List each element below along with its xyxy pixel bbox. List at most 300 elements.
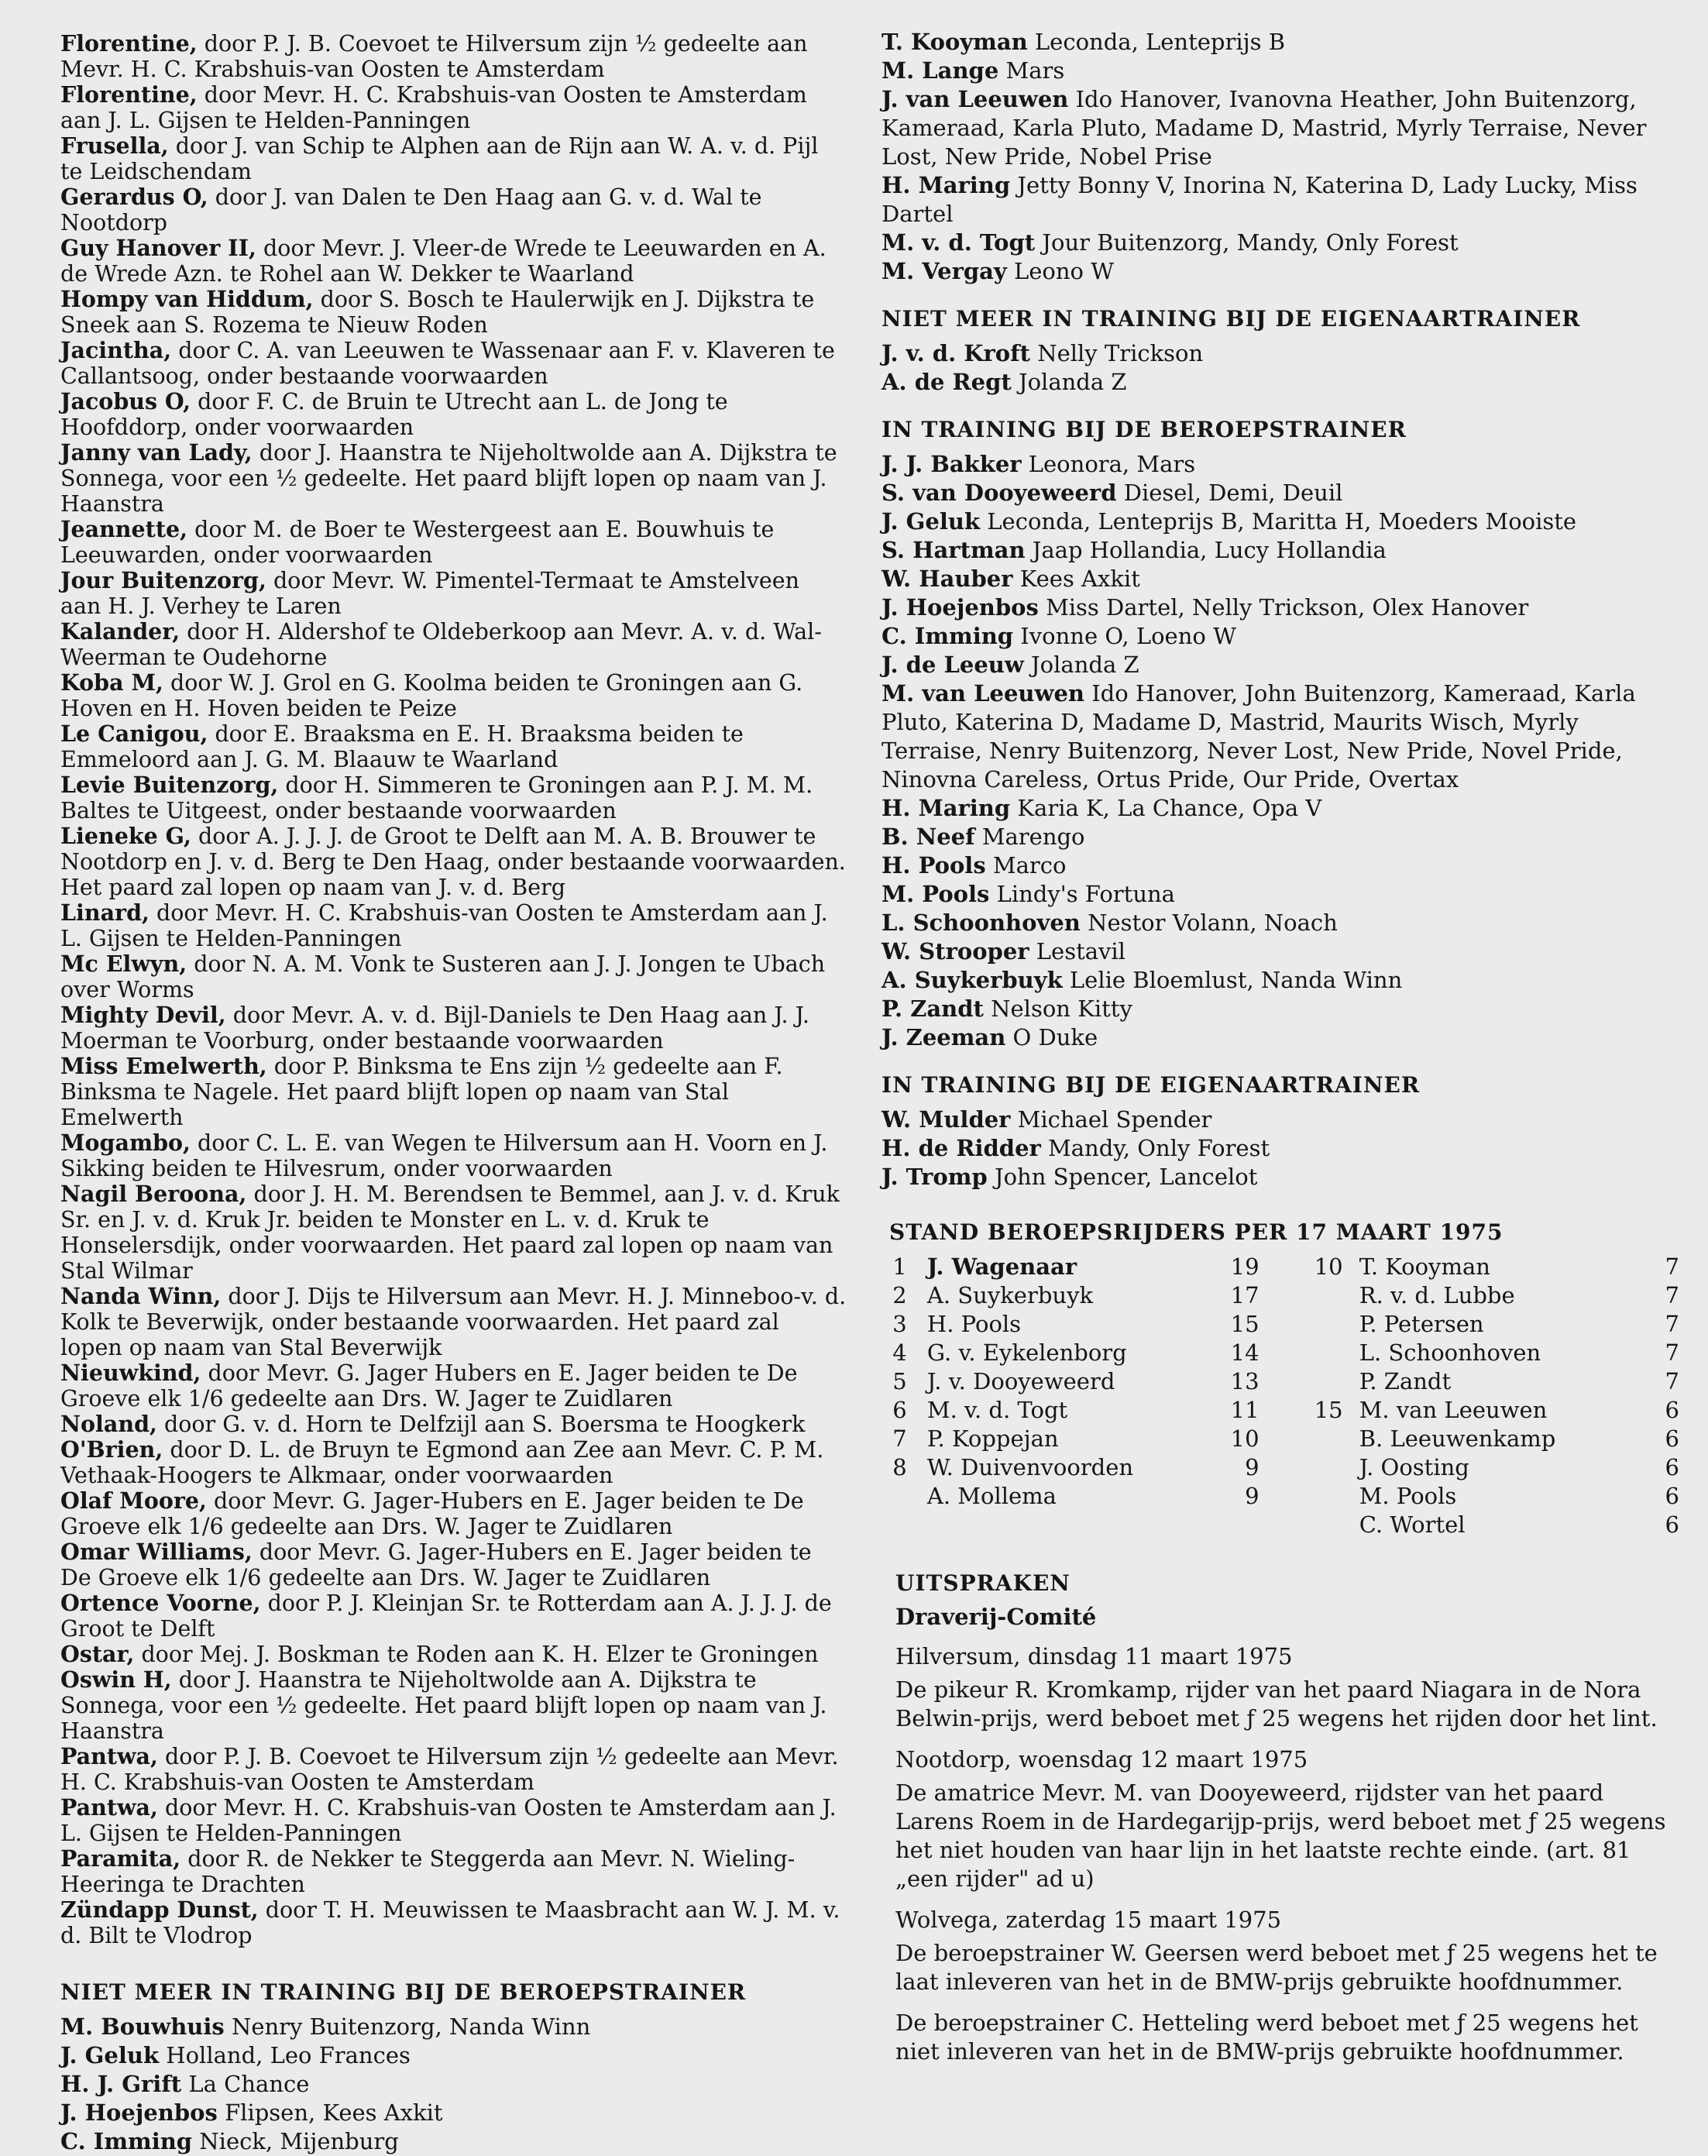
trainer-entry-text: Mars	[1005, 57, 1065, 84]
ruling-text: De beroepstrainer W. Geersen werd beboet met ƒ 25 wegens het te laat inleveren van het in de BMW-prijs gebruikte hoofdnummer.	[895, 1940, 1658, 1995]
transfer-entry	[60, 824, 847, 900]
trainer-entry	[881, 823, 1679, 851]
transfer-entry	[60, 389, 847, 440]
trainer-entry	[60, 2041, 847, 2070]
trainer-entry-name: S. Hartman	[881, 537, 1026, 563]
standings-row	[881, 1396, 1679, 1425]
trainer-entry-text: Ido Hanover, John Buitenzorg, Kameraad, Karla Pluto, Katerina D, Madame D, Mastrid, Maurits Wisch, Myrly Terraise, Nenry Buitenzorg, Never Lost, New Pride, Novel Pride, Ninovna Careless, Ortus Pride, Our Pride, Overtax	[881, 680, 1636, 793]
rider-name-cell: P. Koppejan	[926, 1425, 1059, 1452]
points-cell: 6	[1665, 1511, 1679, 1538]
transfer-entry-name: Hompy van Hiddum,	[60, 286, 314, 312]
transfer-entry-text: door Mevr. A. v. d. Bijl-Daniels te Den Haag aan J. J. Moerman te Voorburg, onder bestaande voorwaarden	[60, 1002, 809, 1054]
transfer-entry-name: Ortence Voorne,	[60, 1590, 261, 1616]
trainer-entry-name: S. van Dooyeweerd	[881, 480, 1117, 506]
trainer-entry	[881, 995, 1679, 1023]
trainer-entry-name: M. van Leeuwen	[881, 680, 1084, 707]
points-cell: 10	[1230, 1425, 1260, 1452]
trainer-entry-text: Leono W	[1014, 258, 1115, 284]
transfer-entry-name: Oswin H,	[60, 1666, 172, 1693]
points-cell: 7	[1665, 1282, 1679, 1308]
rank-cell	[1306, 1425, 1352, 1453]
trainer-entry	[881, 937, 1679, 966]
rank-cell	[1306, 1367, 1352, 1396]
trainer-entry	[881, 368, 1679, 397]
transfer-entry-name: Ostar,	[60, 1641, 135, 1667]
rider-name-cell: R. v. d. Lubbe	[1359, 1282, 1515, 1308]
trainer-entry	[881, 679, 1679, 794]
rider-name-cell: T. Kooyman	[1359, 1253, 1490, 1280]
transfer-entry-name: Guy Hanover II,	[60, 235, 256, 261]
trainer-entry-name: J. van Leeuwen	[881, 86, 1069, 112]
points-cell: 9	[1245, 1454, 1260, 1480]
transfer-entry-name: Jeannette,	[60, 516, 188, 542]
points-cell: 14	[1230, 1339, 1260, 1366]
points-cell: 11	[1230, 1397, 1260, 1423]
transfer-entry-name: Nieuwkind,	[60, 1360, 201, 1386]
transfer-entry	[60, 670, 847, 721]
transfer-entry	[60, 1284, 847, 1360]
trainer-entry-text: Nenry Buitenzorg, Nanda Winn	[231, 2013, 591, 2040]
trainer-entry-text: Jaap Hollandia, Lucy Hollandia	[1032, 537, 1387, 563]
rider-name-cell: H. Pools	[926, 1311, 1022, 1337]
transfer-entry-name: Miss Emelwerth,	[60, 1053, 267, 1079]
transfer-entry-text: door C. A. van Leeuwen te Wassenaar aan F. v. Klaveren te Callantsoog, onder bestaande voorwaarden	[60, 338, 835, 389]
rank-cell	[1306, 1339, 1352, 1367]
rank-cell: 4	[892, 1339, 907, 1366]
niet-meer-beroepstrainer-list	[60, 2013, 847, 2156]
trainer-entry	[881, 565, 1679, 593]
transfer-entry	[60, 568, 847, 619]
trainer-entry	[881, 1023, 1679, 1052]
standings-row	[881, 1425, 1679, 1453]
transfer-entry-name: Pantwa,	[60, 1743, 158, 1769]
rank-cell: 1	[892, 1253, 907, 1280]
trainer-entry-name: J. J. Bakker	[881, 451, 1022, 477]
points-cell: 17	[1230, 1282, 1260, 1308]
points-cell: 7	[1665, 1368, 1679, 1394]
niet-meer-eigenaartrainer-list	[881, 339, 1679, 397]
points-cell: 7	[1665, 1311, 1679, 1337]
rider-name-cell: M. van Leeuwen	[1359, 1397, 1548, 1423]
rider-name-cell: A. Mollema	[926, 1483, 1057, 1509]
standings-row	[881, 1482, 1679, 1511]
transfer-entry	[60, 721, 847, 772]
standings-heading: STAND BEROEPSRIJDERS PER 17 MAART 1975	[889, 1219, 1504, 1245]
trainer-entry-text: Nestor Volann, Noach	[1088, 910, 1338, 936]
transfer-entry	[60, 133, 847, 184]
transfer-entry-text: door J. H. M. Berendsen te Bemmel, aan J. v. d. Kruk Sr. en J. v. d. Kruk Jr. beiden te Monster en L. v. d. Kruk te Honselersdijk, onder voorwaarden. Het paard zal lopen op naam van Stal Wilmar	[60, 1181, 840, 1284]
transfer-entry	[60, 338, 847, 389]
trainer-entry	[881, 257, 1679, 286]
transfer-entry-text: door Mevr. G. Jager-Hubers en E. Jager beiden te De Groeve elk 1/6 gedeelte aan Drs. W. Jager te Zuidlaren	[60, 1539, 812, 1590]
trainer-entry-name: H. Pools	[881, 852, 986, 879]
ruling-date: Wolvega, zaterdag 15 maart 1975	[895, 1907, 1282, 1933]
trainer-entry-text: Lestavil	[1036, 938, 1125, 965]
points-cell: 7	[1665, 1339, 1679, 1366]
points-cell: 9	[1245, 1483, 1260, 1509]
transfer-entry	[60, 1437, 847, 1488]
rank-cell: 6	[892, 1397, 907, 1423]
trainer-entry-text: Michael Spender	[1017, 1106, 1212, 1133]
transfer-entry-name: Olaf Moore,	[60, 1487, 207, 1514]
trainer-entry-name: H. Maring	[881, 172, 1011, 198]
ruling-date: Nootdorp, woensdag 12 maart 1975	[895, 1746, 1308, 1773]
transfer-entry-name: Jour Buitenzorg,	[60, 567, 266, 593]
trainer-entry-text: Kees Axkit	[1019, 566, 1140, 592]
transfer-entry-name: O'Brien,	[60, 1436, 163, 1463]
transfer-entry-text: door Mevr. G. Jager Hubers en E. Jager beiden te De Groeve elk 1/6 gedeelte aan Drs. W. Jager te Zuidlaren	[60, 1360, 798, 1412]
points-cell: 6	[1665, 1483, 1679, 1509]
transfer-entry-name: Paramita,	[60, 1845, 181, 1872]
transfer-entry-text: door P. J. B. Coevoet te Hilversum zijn ½ gedeelte aan Mevr. H. C. Krabshuis-van Oosten te Amsterdam	[60, 31, 808, 82]
transfer-entry-text: door Mej. J. Boskman te Roden aan K. H. Elzer te Groningen	[141, 1642, 819, 1667]
transfer-entry-name: Frusella,	[60, 132, 169, 159]
trainer-entry-name: A. de Regt	[881, 369, 1012, 395]
transfer-entry-text: door D. L. de Bruyn te Egmond aan Zee aan Mevr. C. P. M. Vethaak-Hoogers te Alkmaar, onder voorwaarden	[60, 1437, 824, 1488]
trainer-entry	[881, 880, 1679, 909]
transfer-entry	[60, 1488, 847, 1539]
rank-cell	[881, 1482, 918, 1511]
trainer-entry	[881, 622, 1679, 651]
trainer-entry-name: M. Bouwhuis	[60, 2013, 225, 2040]
trainer-entry	[881, 229, 1679, 257]
trainer-entry-text: Mandy, Only Forest	[1048, 1135, 1270, 1161]
transfer-entry	[60, 1667, 847, 1744]
transfer-entry-text: door J. Haanstra te Nijeholtwolde aan A. Dijkstra te Sonnega, voor een ½ gedeelte. Het paard blijft lopen op naam van J. Haanstra	[60, 440, 837, 517]
trainer-entry-text: O Duke	[1012, 1024, 1098, 1050]
rank-cell: 10	[1314, 1253, 1343, 1280]
trainer-entry-name: W. Mulder	[881, 1106, 1011, 1133]
rider-name-cell: M. Pools	[1359, 1483, 1457, 1509]
transfer-entry-name: Pantwa,	[60, 1794, 158, 1821]
trainer-entry	[881, 794, 1679, 823]
trainer-entry-text: Nelson Kitty	[991, 995, 1132, 1022]
transfer-entry	[60, 1412, 847, 1437]
transfer-entry-name: Zündapp Dunst,	[60, 1896, 259, 1923]
transfer-entry-name: Gerardus O,	[60, 184, 208, 210]
rank-cell: 5	[892, 1368, 907, 1394]
transfer-entry-text: door F. C. de Bruin te Utrecht aan L. de Jong te Hoofddorp, onder voorwaarden	[60, 389, 728, 440]
transfer-entry-name: Florentine,	[60, 81, 198, 108]
trainer-entry	[881, 651, 1679, 679]
transfer-entry	[60, 1539, 847, 1590]
transfer-entry-text: door T. H. Meuwissen te Maasbracht aan W. J. M. v. d. Bilt te Vlodrop	[60, 1897, 840, 1948]
transfer-entry-text: door Mevr. H. C. Krabshuis-van Oosten te Amsterdam aan J. L. Gijsen te Helden-Panningen	[60, 1795, 837, 1846]
trainer-entry	[881, 57, 1679, 85]
rank-cell: 8	[892, 1454, 907, 1480]
trainer-entry-name: J. Tromp	[881, 1164, 988, 1190]
rider-name-cell: W. Duivenvoorden	[926, 1454, 1134, 1480]
trainer-entry-text: Leconda, Lenteprijs B	[1034, 29, 1286, 55]
points-cell	[1206, 1511, 1306, 1539]
trainer-entry-text: Ido Hanover, Ivanovna Heather, John Buitenzorg, Kameraad, Karla Pluto, Madame D, Mastrid, Myrly Terraise, Never Lost, New Pride, Nobel Prise	[881, 86, 1647, 170]
rider-name-cell	[918, 1511, 1206, 1539]
trainer-entry-text: Ivonne O, Loeno W	[1020, 623, 1236, 649]
trainer-entry	[881, 85, 1679, 171]
rank-cell	[1306, 1482, 1352, 1511]
transfer-entry-text: door R. de Nekker te Steggerda aan Mevr. N. Wieling-Heeringa te Drachten	[60, 1846, 796, 1897]
transfer-entry-text: door P. Binksma te Ens zijn ½ gedeelte aan F. Binksma te Nagele. Het paard blijft lopen op naam van Stal Emelwerth	[60, 1054, 783, 1130]
trainer-entry-text: Diesel, Demi, Deuil	[1123, 480, 1343, 506]
transfer-entry-text: door H. Simmeren te Groningen aan P. J. M. M. Baltes te Uitgeest, onder bestaande voorwaarden	[60, 772, 813, 824]
trainer-entry-text: Jolanda Z	[1018, 369, 1127, 395]
trainer-list-continued	[881, 28, 1679, 286]
rider-name-cell: B. Leeuwenkamp	[1359, 1425, 1556, 1452]
trainer-entry	[881, 966, 1679, 995]
trainer-entry-name: M. v. d. Togt	[881, 229, 1036, 256]
transfer-entry	[60, 1846, 847, 1897]
trainer-entry-text: Flipsen, Kees Axkit	[225, 2099, 443, 2126]
rider-name-cell: A. Suykerbuyk	[926, 1282, 1094, 1308]
transfer-entry-text: door M. de Boer te Westergeest aan E. Bouwhuis te Leeuwarden, onder voorwaarden	[60, 517, 775, 568]
trainer-entry	[60, 2070, 847, 2099]
trainer-entry	[60, 2099, 847, 2127]
trainer-entry-name: W. Hauber	[881, 566, 1013, 592]
trainer-entry-text: Miss Dartel, Nelly Trickson, Olex Hanover	[1046, 594, 1529, 621]
ruling-text: De pikeur R. Kromkamp, rijder van het paard Niagara in de Nora Belwin-prijs, werd beboet met ƒ 25 wegens het rijden door het lint.	[895, 1676, 1658, 1731]
trainer-entry	[881, 479, 1679, 507]
left-column	[60, 31, 847, 2156]
rank-cell	[1306, 1511, 1352, 1539]
rider-name-cell: L. Schoonhoven	[1359, 1339, 1541, 1366]
trainer-entry-name: M. Pools	[881, 881, 990, 907]
transfer-entry-text: door Mevr. H. C. Krabshuis-van Oosten te Amsterdam aan J. L. Gijsen te Helden-Panningen	[60, 900, 828, 951]
trainer-entry-name: B. Neef	[881, 824, 975, 850]
rider-name-cell: M. v. d. Togt	[926, 1397, 1068, 1423]
beroepstrainer-list	[881, 450, 1679, 1052]
trainer-entry-text: Lindy's Fortuna	[996, 881, 1175, 907]
rider-name-cell: G. v. Eykelenborg	[926, 1339, 1127, 1366]
trainer-entry-name: T. Kooyman	[881, 29, 1028, 55]
uitspraken-blocks	[881, 1642, 1679, 2066]
trainer-entry	[881, 1106, 1679, 1134]
rank-cell	[881, 1511, 918, 1539]
trainer-entry-text: Marengo	[981, 824, 1085, 850]
standings-table	[881, 1253, 1679, 1539]
ruling-date: Hilversum, dinsdag 11 maart 1975	[895, 1643, 1293, 1669]
rank-cell	[1306, 1310, 1352, 1339]
transfer-entry-text: door S. Bosch te Haulerwijk en J. Dijkstra te Sneek aan S. Rozema te Nieuw Roden	[60, 287, 815, 338]
trainer-entry	[881, 28, 1679, 57]
transfer-entry-name: Jacobus O,	[60, 388, 191, 414]
ruling-text: De amatrice Mevr. M. van Dooyeweerd, rijdster van het paard Larens Roem in de Hardegarijp-prijs, werd beboet met ƒ 25 wegens het niet houden van haar lijn in het laatste rechte einde. (art. 81 „een rijder" ad u)	[895, 1779, 1666, 1892]
trainer-entry-name: J. Geluk	[881, 508, 981, 535]
section-heading-eigenaartrainer: IN TRAINING BIJ DE EIGENAARTRAINER	[881, 1072, 1421, 1098]
uitspraken-heading: UITSPRAKEN	[895, 1570, 1071, 1596]
points-cell: 6	[1665, 1454, 1679, 1480]
trainer-entry	[881, 1134, 1679, 1163]
transfer-entry	[60, 1795, 847, 1846]
transfer-entry	[60, 517, 847, 568]
trainer-entry-text: Lelie Bloemlust, Nanda Winn	[1069, 967, 1403, 993]
transfer-entry-text: door J. Dijs te Hilversum aan Mevr. H. J. Minneboo-v. d. Kolk te Beverwijk, onder bestaande voorwaarden. Het paard zal lopen op naam van Stal Beverwijk	[60, 1284, 847, 1360]
standings-row	[881, 1511, 1679, 1539]
transfer-entry	[60, 772, 847, 824]
trainer-entry-text: Nelly Trickson	[1037, 340, 1204, 366]
rider-name-cell: C. Wortel	[1359, 1511, 1466, 1538]
transfer-entry	[60, 1054, 847, 1130]
trainer-entry-name: C. Imming	[60, 2128, 193, 2154]
points-cell: 6	[1665, 1397, 1679, 1423]
transfer-entry	[60, 440, 847, 517]
trainer-entry-name: P. Zandt	[881, 995, 984, 1022]
trainer-entry-name: A. Suykerbuyk	[881, 967, 1063, 993]
trainer-entry-text: Karia K, La Chance, Opa V	[1017, 795, 1322, 821]
trainer-entry-name: J. Zeeman	[881, 1024, 1006, 1050]
rank-cell	[1306, 1453, 1352, 1482]
transfer-entry-name: Linard,	[60, 899, 149, 926]
transfer-entry-text: door A. J. J. J. de Groot te Delft aan M. A. B. Brouwer te Nootdorp en J. v. d. Berg te Den Haag, onder bestaande voorwaarden. Het paard zal lopen op naam van J. v. d. Berg	[60, 824, 846, 900]
transfer-entry	[60, 184, 847, 236]
transfer-entry	[60, 1642, 847, 1667]
standings-row	[881, 1367, 1679, 1396]
points-cell: 13	[1230, 1368, 1260, 1394]
trainer-entry	[881, 909, 1679, 937]
transfer-entry-name: Omar Williams,	[60, 1539, 253, 1565]
points-cell: 7	[1665, 1253, 1679, 1280]
trainer-entry-name: W. Strooper	[881, 938, 1029, 965]
trainer-entry	[881, 593, 1679, 622]
transfer-entry	[60, 951, 847, 1002]
transfer-entry-text: door G. v. d. Horn te Delfzijl aan S. Boersma te Hoogkerk	[164, 1412, 806, 1437]
trainer-entry-text: Marco	[992, 852, 1067, 879]
trainer-entry-name: C. Imming	[881, 623, 1014, 649]
trainer-entry-name: J. Hoejenbos	[60, 2099, 218, 2126]
transfer-entry-name: Janny van Lady,	[60, 439, 253, 466]
rider-name-cell: P. Petersen	[1359, 1311, 1484, 1337]
standings-row	[881, 1453, 1679, 1482]
transfer-entry-name: Le Canigou,	[60, 720, 208, 747]
transfer-entry	[60, 1590, 847, 1642]
trainer-entry	[881, 339, 1679, 368]
transfer-entry-text: door J. Haanstra te Nijeholtwolde aan A. Dijkstra te Sonnega, voor een ½ gedeelte. Het paard blijft lopen op naam van J. Haanstra	[60, 1667, 827, 1744]
rank-cell	[1306, 1281, 1352, 1310]
trainer-entry	[881, 536, 1679, 565]
trainer-entry-name: M. Vergay	[881, 258, 1007, 284]
transfer-entry-name: Jacintha,	[60, 337, 172, 363]
rider-name-cell: P. Zandt	[1359, 1368, 1452, 1394]
trainer-entry-name: H. Maring	[881, 795, 1011, 821]
transfer-entry	[60, 236, 847, 287]
transfer-entry-name: Mogambo,	[60, 1130, 191, 1156]
transfer-entry-text: door E. Braaksma en E. H. Braaksma beiden te Emmeloord aan J. G. M. Blaauw te Waarland	[60, 721, 744, 772]
transfer-entry-text: door J. van Dalen te Den Haag aan G. v. d. Wal te Nootdorp	[60, 184, 762, 236]
standings-row	[881, 1281, 1679, 1310]
transfer-entry-text: door Mevr. W. Pimentel-Termaat te Amstelveen aan H. J. Verhey te Laren	[60, 568, 799, 619]
transfer-entry-text: door Mevr. G. Jager-Hubers en E. Jager beiden te De Groeve elk 1/6 gedeelte aan Drs. W. Jager te Zuidlaren	[60, 1488, 804, 1539]
transfer-entry	[60, 1181, 847, 1284]
trainer-entry-text: Jetty Bonny V, Inorina N, Katerina D, Lady Lucky, Miss Dartel	[881, 172, 1638, 227]
transfer-entry-name: Lieneke G,	[60, 823, 191, 849]
transfer-entry	[60, 82, 847, 133]
trainer-entry-name: M. Lange	[881, 57, 999, 84]
trainer-entry	[881, 851, 1679, 880]
eigenaartrainer-list	[881, 1106, 1679, 1191]
trainer-entry-text: Leonora, Mars	[1028, 451, 1196, 477]
trainer-entry	[881, 450, 1679, 479]
standings-row	[881, 1339, 1679, 1367]
trainer-entry	[881, 1163, 1679, 1191]
transfer-entry	[60, 1744, 847, 1795]
transfer-entry-text: door H. Aldershof te Oldeberkoop aan Mevr. A. v. d. Wal-Weerman te Oudehorne	[60, 619, 822, 670]
right-column	[881, 28, 1679, 2079]
standings-row	[881, 1253, 1679, 1281]
points-cell: 15	[1230, 1311, 1260, 1337]
trainer-entry-text: Leconda, Lenteprijs B, Maritta H, Moeders Mooiste	[987, 508, 1577, 535]
uitspraken-subheading: Draverij-Comité	[895, 1604, 1097, 1630]
trainer-entry	[60, 2013, 847, 2041]
transfer-entry-name: Noland,	[60, 1411, 157, 1437]
trainer-entry-name: J. Geluk	[60, 2042, 160, 2068]
transfer-entry-text: door Mevr. J. Vleer-de Wrede te Leeuwarden en A. de Wrede Azn. te Rohel aan W. Dekker te Waarland	[60, 236, 827, 287]
rider-name-cell: J. v. Dooyeweerd	[926, 1368, 1115, 1394]
trainer-entry-name: H. de Ridder	[881, 1135, 1041, 1161]
rider-name-cell: J. Oosting	[1359, 1454, 1469, 1480]
transfer-entry-text: door P. J. B. Coevoet te Hilversum zijn ½ gedeelte aan Mevr. H. C. Krabshuis-van Oosten te Amsterdam	[60, 1744, 839, 1795]
ownership-transfers	[60, 31, 847, 1948]
transfer-entry	[60, 1360, 847, 1412]
rank-cell: 2	[892, 1282, 907, 1308]
transfer-entry-name: Mc Elwyn,	[60, 951, 187, 977]
trainer-entry-name: J. v. d. Kroft	[881, 340, 1030, 366]
transfer-entry-name: Levie Buitenzorg,	[60, 772, 279, 798]
rider-name-cell: J. Wagenaar	[926, 1253, 1077, 1280]
rank-cell: 7	[892, 1425, 907, 1452]
transfer-entry-name: Nanda Winn,	[60, 1283, 222, 1309]
trainer-entry-text: Jour Buitenzorg, Mandy, Only Forest	[1042, 229, 1459, 256]
transfer-entry	[60, 31, 847, 82]
points-cell: 19	[1230, 1253, 1260, 1280]
transfer-entry-text: door P. J. Kleinjan Sr. te Rotterdam aan A. J. J. J. de Groot te Delft	[60, 1590, 832, 1642]
trainer-entry-text: Nieck, Mijenburg	[199, 2128, 399, 2154]
transfer-entry	[60, 900, 847, 951]
trainer-entry	[881, 171, 1679, 229]
standings-row	[881, 1310, 1679, 1339]
trainer-entry-name: J. Hoejenbos	[881, 594, 1039, 621]
transfer-entry-text: door Mevr. H. C. Krabshuis-van Oosten te Amsterdam aan J. L. Gijsen te Helden-Panningen	[60, 82, 807, 133]
transfer-entry-name: Koba M,	[60, 669, 163, 696]
transfer-entry-name: Nagil Beroona,	[60, 1181, 247, 1207]
trainer-entry-name: L. Schoonhoven	[881, 910, 1081, 936]
trainer-entry-text: Holland, Leo Frances	[166, 2042, 411, 2068]
transfer-entry-text: door J. van Schip te Alphen aan de Rijn aan W. A. v. d. Pijl te Leidschendam	[60, 133, 819, 184]
transfer-entry	[60, 1002, 847, 1054]
section-heading-beroepstrainer: IN TRAINING BIJ DE BEROEPSTRAINER	[881, 417, 1407, 442]
transfer-entry-name: Mighty Devil,	[60, 1002, 226, 1028]
transfer-entry	[60, 1130, 847, 1181]
trainer-entry-name: H. J. Grift	[60, 2071, 182, 2097]
section-heading-niet-meer-beroepstrainer: NIET MEER IN TRAINING BIJ DE BEROEPSTRAINER	[60, 1979, 747, 2005]
transfer-entry-text: door N. A. M. Vonk te Susteren aan J. J. Jongen te Ubach over Worms	[60, 951, 826, 1002]
rank-cell: 3	[892, 1311, 907, 1337]
transfer-entry-name: Florentine,	[60, 30, 198, 57]
transfer-entry-text: door C. L. E. van Wegen te Hilversum aan H. Voorn en J. Sikking beiden te Hilvesrum, onder voorwaarden	[60, 1130, 828, 1181]
points-cell: 6	[1665, 1425, 1679, 1452]
transfer-entry	[60, 1897, 847, 1948]
trainer-entry-text: Jolanda Z	[1031, 652, 1139, 678]
transfer-entry	[60, 619, 847, 670]
section-heading-niet-meer-eigenaartrainer: NIET MEER IN TRAINING BIJ DE EIGENAARTRAINER	[881, 306, 1581, 332]
trainer-entry-text: John Spencer, Lancelot	[994, 1164, 1258, 1190]
rank-cell: 15	[1314, 1397, 1343, 1423]
transfer-entry	[60, 287, 847, 338]
trainer-entry-name: J. de Leeuw	[881, 652, 1024, 678]
trainer-entry	[881, 507, 1679, 536]
ruling-text: De beroepstrainer C. Hetteling werd beboet met ƒ 25 wegens het niet inleveren van het in de BMW-prijs gebruikte hoofdnummer.	[895, 2010, 1638, 2065]
trainer-entry-text: La Chance	[188, 2071, 310, 2097]
transfer-entry-name: Kalander,	[60, 618, 180, 645]
transfer-entry-text: door W. J. Grol en G. Koolma beiden te Groningen aan G. Hoven en H. Hoven beiden te Peize	[60, 670, 803, 721]
